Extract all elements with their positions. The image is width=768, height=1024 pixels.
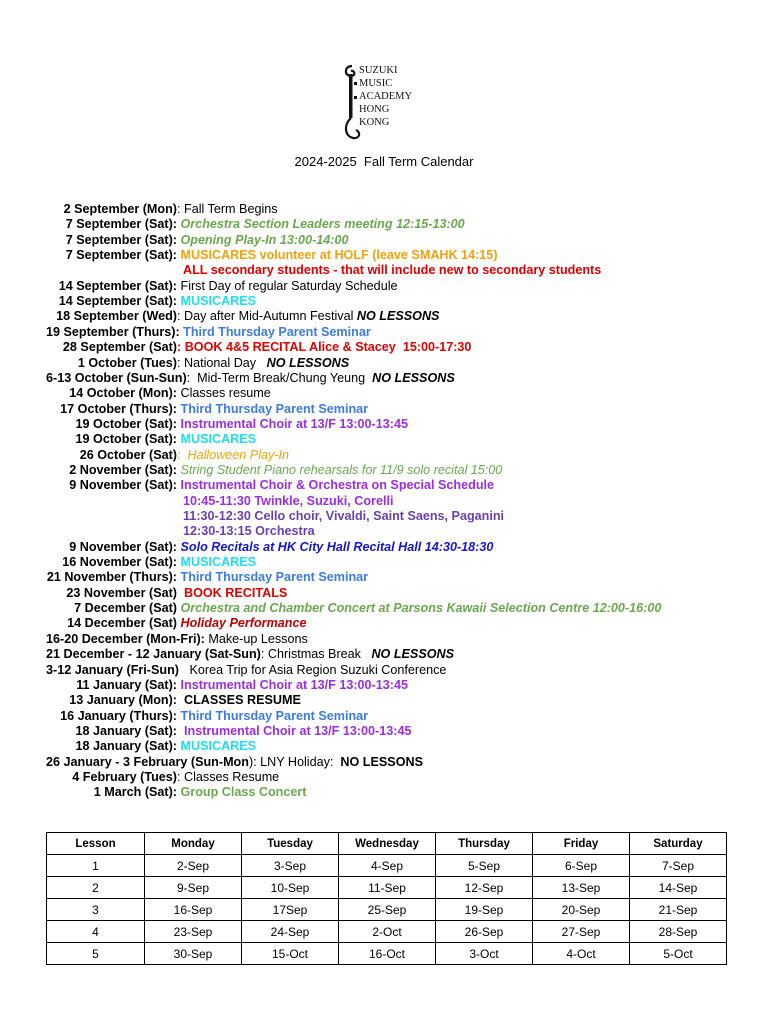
event-date: 16 November (Sat): bbox=[62, 555, 177, 570]
table-cell: 5-Sep bbox=[436, 855, 533, 877]
event-description bbox=[177, 724, 411, 739]
event-date: 18 September (Wed) bbox=[56, 309, 177, 324]
table-row bbox=[47, 921, 727, 943]
event-description bbox=[179, 663, 446, 678]
event-text: Korea Trip for Asia Region Suzuki Conference bbox=[178, 662, 447, 677]
table-cell: 3-Oct bbox=[436, 943, 533, 965]
table-cell: 4-Sep bbox=[339, 855, 436, 877]
event-description bbox=[177, 202, 278, 217]
event-description bbox=[177, 570, 368, 585]
table-cell: 16-Sep bbox=[145, 899, 242, 921]
event-date: 19 October (Sat): bbox=[75, 432, 177, 447]
event-date: 7 September (Sat): bbox=[65, 248, 177, 263]
event-row bbox=[0, 294, 768, 309]
event-text: : Halloween Play-In bbox=[177, 447, 289, 462]
event-text: ): LNY Holiday: bbox=[248, 754, 341, 769]
event-date: 14 September (Sat): bbox=[58, 294, 177, 309]
logo-text-line: ACADEMY bbox=[359, 91, 413, 102]
event-description bbox=[177, 678, 408, 693]
table-cell: 5-Oct bbox=[630, 943, 727, 965]
event-date: 7 September (Sat): bbox=[65, 232, 177, 247]
event-description bbox=[177, 248, 498, 263]
event-row bbox=[0, 647, 768, 662]
event-date: 26 January - 3 February (Sun-Mon bbox=[46, 754, 249, 769]
event-date: 1 March (Sat): bbox=[93, 785, 177, 800]
table-cell: 2-Oct bbox=[339, 921, 436, 943]
event-text: Solo Recitals at HK City Hall Recital Hall 14:30-18:30 bbox=[177, 539, 494, 554]
table-cell: 3-Sep bbox=[242, 855, 339, 877]
event-text: NO LESSONS bbox=[340, 754, 423, 769]
table-row bbox=[47, 943, 727, 965]
event-text: 10:45-11:30 Twinkle, Suzuki, Corelli bbox=[183, 493, 394, 508]
event-text: Classes resume bbox=[177, 386, 271, 401]
event-description bbox=[177, 448, 289, 463]
event-description bbox=[177, 417, 408, 432]
event-date: 14 October (Mon): bbox=[69, 386, 177, 401]
event-description bbox=[177, 309, 439, 324]
event-row bbox=[0, 233, 768, 248]
event-row bbox=[0, 586, 768, 601]
event-row bbox=[0, 217, 768, 232]
event-date: 17 October (Thurs): bbox=[60, 401, 177, 416]
table-row bbox=[47, 899, 727, 921]
table-cell: 15-Oct bbox=[242, 943, 339, 965]
event-description bbox=[177, 279, 398, 294]
event-row bbox=[0, 524, 768, 539]
column-header: Saturday bbox=[630, 833, 727, 855]
table-cell: 26-Sep bbox=[436, 921, 533, 943]
table-cell: 9-Sep bbox=[145, 877, 242, 899]
table-cell: 4-Oct bbox=[533, 943, 630, 965]
event-text: Group Class Concert bbox=[177, 785, 307, 800]
event-description bbox=[177, 478, 494, 493]
table-cell: 1 bbox=[47, 855, 145, 877]
event-row bbox=[0, 540, 768, 555]
event-text: Orchestra Section Leaders meeting 12:15-13:00 bbox=[177, 217, 465, 232]
event-description bbox=[177, 402, 368, 417]
table-cell: 4 bbox=[47, 921, 145, 943]
event-date: 2 November (Sat): bbox=[69, 462, 177, 477]
event-text: Orchestra and Chamber Concert at Parsons Kawaii Selection Centre 12:00-16:00 bbox=[177, 601, 662, 616]
event-description bbox=[177, 540, 493, 555]
event-date: 13 January (Mon): bbox=[69, 693, 177, 708]
event-description bbox=[177, 386, 271, 401]
event-row bbox=[0, 417, 768, 432]
event-date: 14 September (Sat): bbox=[58, 278, 177, 293]
event-text: ALL secondary students - that will include new to secondary students bbox=[183, 263, 602, 278]
event-text: : Day after Mid-Autumn Festival bbox=[177, 309, 357, 324]
event-row bbox=[0, 325, 768, 340]
table-cell: 30-Sep bbox=[145, 943, 242, 965]
logo-text-line: HONG bbox=[359, 104, 390, 115]
event-date: 21 December - 12 January (Sat-Sun) bbox=[46, 647, 261, 662]
event-text: First Day of regular Saturday Schedule bbox=[177, 278, 398, 293]
event-date: 7 September (Sat): bbox=[65, 217, 177, 232]
event-date: 4 February (Tues) bbox=[72, 769, 177, 784]
logo-text-line: KONG bbox=[359, 117, 390, 128]
event-text: : National Day bbox=[177, 355, 267, 370]
table-cell: 2 bbox=[47, 877, 145, 899]
event-text: Opening Play-In 13:00-14:00 bbox=[177, 232, 349, 247]
event-description bbox=[183, 509, 504, 524]
event-row bbox=[0, 402, 768, 417]
event-row bbox=[0, 386, 768, 401]
event-row bbox=[0, 463, 768, 478]
event-text: : Fall Term Begins bbox=[177, 202, 278, 216]
event-description bbox=[177, 601, 661, 616]
event-text: Third Thursday Parent Seminar bbox=[177, 708, 369, 723]
event-date: 19 October (Sat): bbox=[75, 416, 177, 431]
event-description bbox=[187, 371, 455, 386]
event-text: : Classes Resume bbox=[177, 769, 280, 784]
event-row bbox=[0, 263, 768, 278]
event-row bbox=[0, 432, 768, 447]
event-text: Instrumental Choir at 13/F 13:00-13:45 bbox=[177, 416, 408, 431]
event-description bbox=[261, 647, 454, 662]
event-description bbox=[177, 356, 349, 371]
table-row bbox=[47, 855, 727, 877]
event-date: 9 November (Sat): bbox=[69, 478, 177, 493]
table-cell: 27-Sep bbox=[533, 921, 630, 943]
event-text: Instrumental Choir & Orchestra on Special Schedule bbox=[177, 478, 495, 493]
table-cell: 5 bbox=[47, 943, 145, 965]
event-row bbox=[0, 279, 768, 294]
event-description bbox=[177, 693, 301, 708]
event-text: MUSICARES bbox=[177, 432, 257, 447]
event-description bbox=[183, 263, 601, 278]
event-description bbox=[177, 785, 306, 800]
table-cell: 20-Sep bbox=[533, 899, 630, 921]
event-row bbox=[0, 601, 768, 616]
page-title: 2024-2025 Fall Term Calendar bbox=[294, 154, 474, 169]
event-text: NO LESSONS bbox=[371, 647, 455, 662]
table-row bbox=[47, 877, 727, 899]
event-description bbox=[177, 432, 256, 447]
table-cell: 25-Sep bbox=[339, 899, 436, 921]
event-text: Third Thursday Parent Seminar bbox=[177, 401, 369, 416]
event-date: 2 September (Mon) bbox=[63, 202, 177, 216]
event-description bbox=[177, 709, 368, 724]
event-date: 6-13 October (Sun-Sun) bbox=[46, 370, 187, 385]
event-row bbox=[0, 570, 768, 585]
event-description bbox=[177, 217, 465, 232]
table-cell: 19-Sep bbox=[436, 899, 533, 921]
lesson-schedule-table bbox=[46, 832, 727, 965]
table-cell: 7-Sep bbox=[630, 855, 727, 877]
event-date: 1 October (Tues) bbox=[77, 355, 177, 370]
table-cell: 11-Sep bbox=[339, 877, 436, 899]
event-text: 12:30-13:15 Orchestra bbox=[183, 524, 315, 539]
event-text: : Christmas Break bbox=[260, 647, 372, 662]
event-row bbox=[0, 309, 768, 324]
table-cell: 6-Sep bbox=[533, 855, 630, 877]
event-date: 21 November (Thurs): bbox=[46, 570, 177, 585]
logo-text-line: SUZUKI bbox=[359, 65, 398, 76]
table-cell: 23-Sep bbox=[145, 921, 242, 943]
event-description bbox=[177, 294, 256, 309]
column-header: Tuesday bbox=[242, 833, 339, 855]
event-description bbox=[177, 616, 306, 631]
table-cell: 3 bbox=[47, 899, 145, 921]
event-description bbox=[177, 555, 256, 570]
event-description bbox=[177, 340, 471, 355]
event-row bbox=[0, 770, 768, 785]
event-description bbox=[205, 632, 308, 647]
event-date: 7 December (Sat) bbox=[74, 601, 177, 616]
event-row bbox=[0, 448, 768, 463]
table-cell: 16-Oct bbox=[339, 943, 436, 965]
event-text: Third Thursday Parent Seminar bbox=[179, 324, 371, 339]
event-description bbox=[177, 463, 502, 478]
event-row bbox=[0, 739, 768, 754]
event-row bbox=[0, 678, 768, 693]
event-date: 14 December (Sat) bbox=[67, 616, 177, 631]
event-text: String Student Piano rehearsals for 11/9 solo recital 15:00 bbox=[177, 462, 503, 477]
event-description bbox=[183, 524, 315, 539]
table-cell: 14-Sep bbox=[630, 877, 727, 899]
event-row bbox=[0, 785, 768, 800]
event-row bbox=[0, 371, 768, 386]
column-header: Monday bbox=[145, 833, 242, 855]
event-text: BOOK RECITALS bbox=[177, 585, 288, 600]
event-text: NO LESSONS bbox=[266, 355, 350, 370]
table-cell: 13-Sep bbox=[533, 877, 630, 899]
table-header-row bbox=[47, 833, 727, 855]
event-date: 3-12 January (Fri-Sun) bbox=[46, 662, 179, 677]
event-text: MUSICARES bbox=[177, 555, 257, 570]
event-description bbox=[177, 770, 279, 785]
table-cell: 10-Sep bbox=[242, 877, 339, 899]
event-date: 16 January (Thurs): bbox=[60, 708, 177, 723]
event-text: MUSICARES bbox=[177, 294, 257, 309]
event-text: NO LESSONS bbox=[356, 309, 440, 324]
event-text: NO LESSONS bbox=[372, 370, 455, 385]
event-date: 18 January (Sat): bbox=[75, 739, 177, 754]
table-cell: 21-Sep bbox=[630, 899, 727, 921]
event-text: Make-up Lessons bbox=[204, 631, 308, 646]
column-header: Wednesday bbox=[339, 833, 436, 855]
event-date: 26 October (Sat) bbox=[79, 447, 177, 462]
event-date: 23 November (Sat) bbox=[66, 585, 177, 600]
event-row bbox=[0, 755, 768, 770]
event-row bbox=[0, 478, 768, 493]
event-text: Third Thursday Parent Seminar bbox=[177, 570, 369, 585]
column-header: Thursday bbox=[436, 833, 533, 855]
event-row bbox=[0, 248, 768, 263]
event-description bbox=[249, 755, 423, 770]
event-description bbox=[177, 233, 348, 248]
event-row bbox=[0, 724, 768, 739]
event-text: MUSICARES volunteer at HOLF (leave SMAHK 14:15) bbox=[177, 248, 498, 263]
event-text: Holiday Performance bbox=[177, 616, 307, 631]
event-row bbox=[0, 202, 768, 217]
event-text: : Mid-Term Break/Chung Yeung bbox=[186, 370, 373, 385]
event-row bbox=[0, 709, 768, 724]
table-cell: 24-Sep bbox=[242, 921, 339, 943]
table-cell: 2-Sep bbox=[145, 855, 242, 877]
table-body bbox=[47, 855, 727, 965]
event-date: 9 November (Sat): bbox=[69, 539, 177, 554]
table-cell: 12-Sep bbox=[436, 877, 533, 899]
event-text: MUSICARES bbox=[177, 739, 257, 754]
table-cell: 28-Sep bbox=[630, 921, 727, 943]
event-row bbox=[0, 494, 768, 509]
event-description bbox=[180, 325, 371, 340]
event-text: CLASSES RESUME bbox=[177, 693, 301, 708]
event-text: Instrumental Choir at 13/F 13:00-13:45 bbox=[177, 723, 412, 738]
event-date: 16-20 December (Mon-Fri): bbox=[46, 631, 205, 646]
event-date: 19 September (Thurs): bbox=[46, 324, 180, 339]
event-row bbox=[0, 356, 768, 371]
event-description bbox=[183, 494, 393, 509]
event-row bbox=[0, 693, 768, 708]
logo-text-line: MUSIC bbox=[359, 78, 393, 89]
event-row bbox=[0, 632, 768, 647]
event-date: 18 January (Sat): bbox=[75, 723, 177, 738]
academy-logo bbox=[340, 60, 424, 140]
event-row bbox=[0, 509, 768, 524]
table-cell: 17Sep bbox=[242, 899, 339, 921]
event-row bbox=[0, 340, 768, 355]
event-date: 28 September (Sat) bbox=[62, 340, 177, 355]
event-text: : BOOK 4&5 RECITAL Alice & Stacey 15:00-17:30 bbox=[177, 340, 472, 355]
event-text: Instrumental Choir at 13/F 13:00-13:45 bbox=[177, 677, 408, 692]
column-header: Lesson bbox=[47, 833, 145, 855]
event-text: 11:30-12:30 Cello choir, Vivaldi, Saint Saens, Paganini bbox=[183, 509, 505, 523]
column-header: Friday bbox=[533, 833, 630, 855]
event-description bbox=[177, 739, 256, 754]
event-row bbox=[0, 616, 768, 631]
event-row bbox=[0, 555, 768, 570]
event-date: 11 January (Sat): bbox=[76, 677, 177, 692]
event-description bbox=[177, 586, 287, 601]
event-row bbox=[0, 663, 768, 678]
